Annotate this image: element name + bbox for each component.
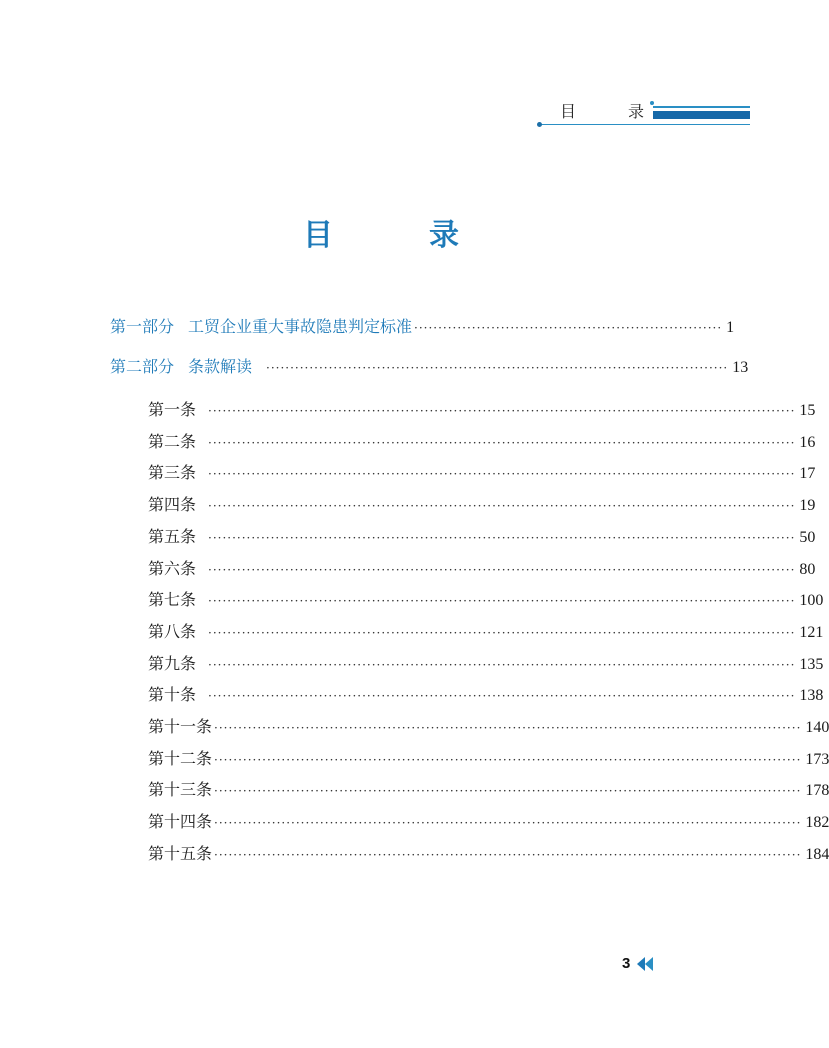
toc-leader: ·························································································································· xyxy=(208,435,796,450)
toc-leader: ·························································································································· xyxy=(208,467,796,482)
header-rule xyxy=(541,124,750,125)
header-bar-thin xyxy=(653,106,750,108)
running-header xyxy=(535,97,750,132)
toc-article-label: 第一条 xyxy=(148,400,197,419)
toc-leader: ·························································································································· xyxy=(214,752,802,767)
toc-part-1[interactable] xyxy=(110,316,735,338)
page-title-right: 录 xyxy=(429,218,459,253)
toc-page-number: 17 xyxy=(799,465,816,483)
toc-leader: ·························································································································· xyxy=(214,721,802,735)
toc-page-number: 178 xyxy=(805,782,829,800)
toc-article-row[interactable] xyxy=(148,589,824,611)
toc-page-number: 135 xyxy=(799,655,824,673)
toc-article-row[interactable] xyxy=(148,811,829,833)
toc-leader: ·························································································································· xyxy=(214,847,802,862)
toc-leader: ·························································································································· xyxy=(208,594,796,609)
toc-article-label: 第十五条 xyxy=(148,843,213,863)
toc-article-row[interactable] xyxy=(148,748,829,770)
toc-part-label xyxy=(110,316,412,338)
toc-part-number: 第二部分 xyxy=(110,357,175,376)
toc-page-number: 80 xyxy=(799,560,816,578)
toc-leader: ·························································································································· xyxy=(208,657,796,672)
toc-leader: ·························································································································· xyxy=(208,562,796,577)
toc-leader: ·························································································································· xyxy=(214,816,802,831)
toc-article-row[interactable] xyxy=(148,653,824,675)
toc-leader: ································································································ xyxy=(266,361,729,375)
header-dot-top xyxy=(650,101,654,105)
toc-page-number: 13 xyxy=(732,359,749,376)
header-dot-left xyxy=(537,122,542,127)
toc-article-row[interactable] xyxy=(148,684,824,706)
toc-article-label: 第四条 xyxy=(148,495,197,515)
toc-article-label: 第十一条 xyxy=(148,717,213,736)
toc-page-number: 16 xyxy=(799,433,816,451)
toc-leader: ·························································································································· xyxy=(208,530,796,545)
header-title-right: 录 xyxy=(628,102,645,121)
toc-page-number: 15 xyxy=(799,402,816,419)
toc-article-label: 第五条 xyxy=(148,526,197,546)
toc-part-name: 条款解读 xyxy=(188,357,253,376)
toc-leader: ································································ xyxy=(414,321,723,335)
toc-part-name: 工贸企业重大事故隐患判定标准 xyxy=(188,317,413,336)
page-footer xyxy=(620,954,680,974)
toc-page-number: 19 xyxy=(799,497,816,515)
toc-article-label: 第六条 xyxy=(148,558,197,578)
toc-page-number: 138 xyxy=(799,687,824,705)
toc-leader: ·························································································································· xyxy=(208,499,796,514)
toc-page-number: 182 xyxy=(805,814,829,832)
toc-article-row[interactable] xyxy=(148,494,816,516)
toc-article-label: 第二条 xyxy=(148,431,197,451)
header-bar-thick xyxy=(653,111,750,119)
toc-article-label: 第十三条 xyxy=(148,780,213,800)
toc-page-number: 173 xyxy=(805,750,829,768)
toc-article-label: 第十四条 xyxy=(148,812,213,832)
toc-article-row[interactable] xyxy=(148,526,816,548)
toc-article-row[interactable] xyxy=(148,716,829,738)
page-title xyxy=(0,216,750,256)
toc-article-label: 第八条 xyxy=(148,621,197,641)
toc-article-row[interactable] xyxy=(148,779,829,801)
toc-part-label xyxy=(110,356,252,378)
toc-article-label: 第十条 xyxy=(148,685,197,705)
toc-article-label: 第七条 xyxy=(148,590,197,610)
header-title-left: 目 xyxy=(560,102,577,121)
toc-article-row[interactable] xyxy=(148,621,824,643)
page-number: 3 xyxy=(622,955,631,972)
toc-page-number: 50 xyxy=(799,528,816,546)
page-title-left: 目 xyxy=(303,218,333,253)
toc-leader: ·························································································································· xyxy=(214,784,802,799)
toc-page-number: 121 xyxy=(799,623,824,641)
toc-article-row[interactable] xyxy=(148,399,816,421)
toc-leader: ·························································································································· xyxy=(208,689,796,704)
double-chevron-left-icon xyxy=(636,956,654,972)
toc-article-row[interactable] xyxy=(148,462,816,484)
toc-article-row[interactable] xyxy=(148,843,829,865)
toc-article-row[interactable] xyxy=(148,558,816,580)
toc-article-label: 第九条 xyxy=(148,653,197,673)
toc-page-number: 184 xyxy=(805,845,829,863)
toc-leader: ·························································································································· xyxy=(208,625,796,640)
toc-article-row[interactable] xyxy=(148,431,816,453)
toc-part-number: 第一部分 xyxy=(110,317,175,336)
toc-page-number: 100 xyxy=(799,592,824,610)
toc-article-label: 第三条 xyxy=(148,463,197,483)
toc-part-2[interactable] xyxy=(110,356,749,378)
toc-article-label: 第十二条 xyxy=(148,748,213,768)
toc-page-number: 1 xyxy=(726,319,735,336)
toc-page-number: 140 xyxy=(805,719,829,736)
toc-leader: ·························································································································· xyxy=(208,404,796,418)
